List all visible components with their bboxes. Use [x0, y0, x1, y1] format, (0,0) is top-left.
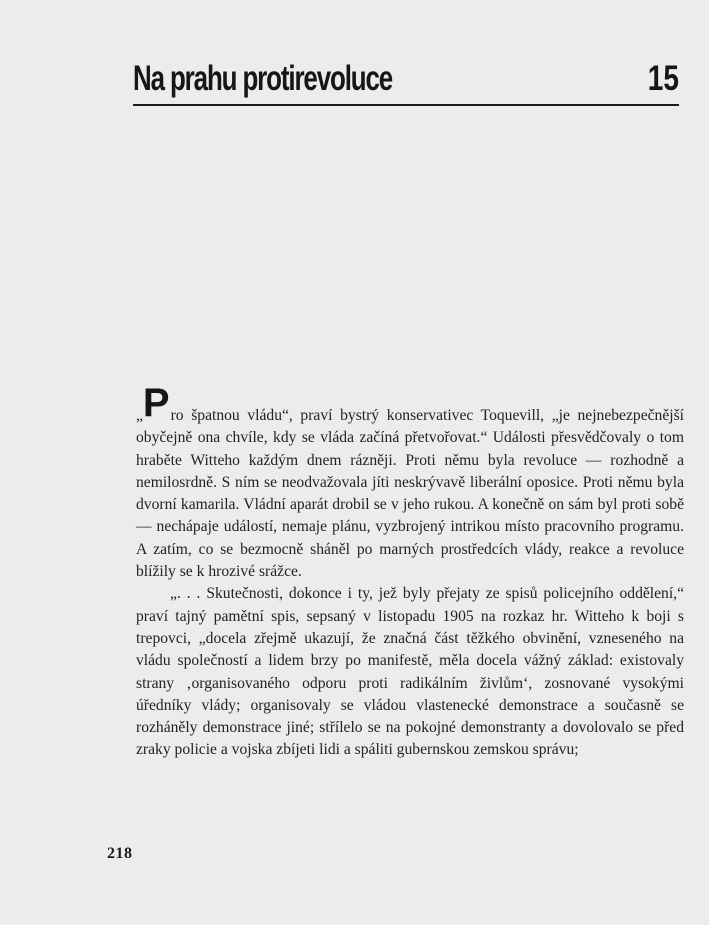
page-number: 218	[107, 845, 133, 862]
paragraph-2: „. . . Skutečnosti, dokonce i ty, jež byly přejaty ze spisů policejního oddělení,“ praví tajný pamětní spis, sepsaný v listopadu 1905 na rozkaz hr. Witteho k boji s trepovci, „docela zřejmě ukazují, že značná část těžkého obvinění, vzneseného na vládu společností a lidem brzy po manifestě, měla docela vážný základ: existovaly strany ‚organisovaného odporu proti radikálním živlům‘, zosnované vysokými úředníky vlády; organisovaly se vládou vlastenecké demonstrace a současně se rozháněly demonstrace jiné; střílelo se na pokojné demonstranty a dovolovalo se před zraky policie a vojska zbíjeti lidi a spáliti gubernskou zemskou správu;	[136, 585, 684, 759]
running-header	[133, 58, 679, 104]
chapter-number: 15	[647, 59, 679, 98]
body-text	[136, 381, 684, 762]
header-rule	[133, 104, 679, 106]
opening-quote-mark: „	[136, 407, 143, 424]
chapter-title: Na prahu protirevoluce	[133, 59, 393, 98]
drop-cap: P	[142, 381, 170, 425]
paragraph-1	[136, 381, 684, 583]
paragraph-1-text: ro špatnou vládu“, praví bystrý konservativec Toquevill, „je nejnebezpečnější obyčejně ona chvíle, kdy se vláda začíná přetvořovat.“ Události přesvědčovaly o tom hraběte Witteho každým dnem rázněji. Proti němu byla revoluce — rozhodně a nemilosrdně. S ním se neodvažovala jíti neskrývavě liberální oposice. Proti němu byla dvorní kamarila. Vládní aparát drobil se v jeho rukou. A konečně on sám byl proti sobě — nechápaje událostí, nemaje plánu, vyzbrojený intrikou místo pracovního programu. A zatím, co se bezmocně sháněl po marných prostředcích vlády, reakce a revoluce blížily se k hrozivé srážce.	[136, 407, 684, 581]
